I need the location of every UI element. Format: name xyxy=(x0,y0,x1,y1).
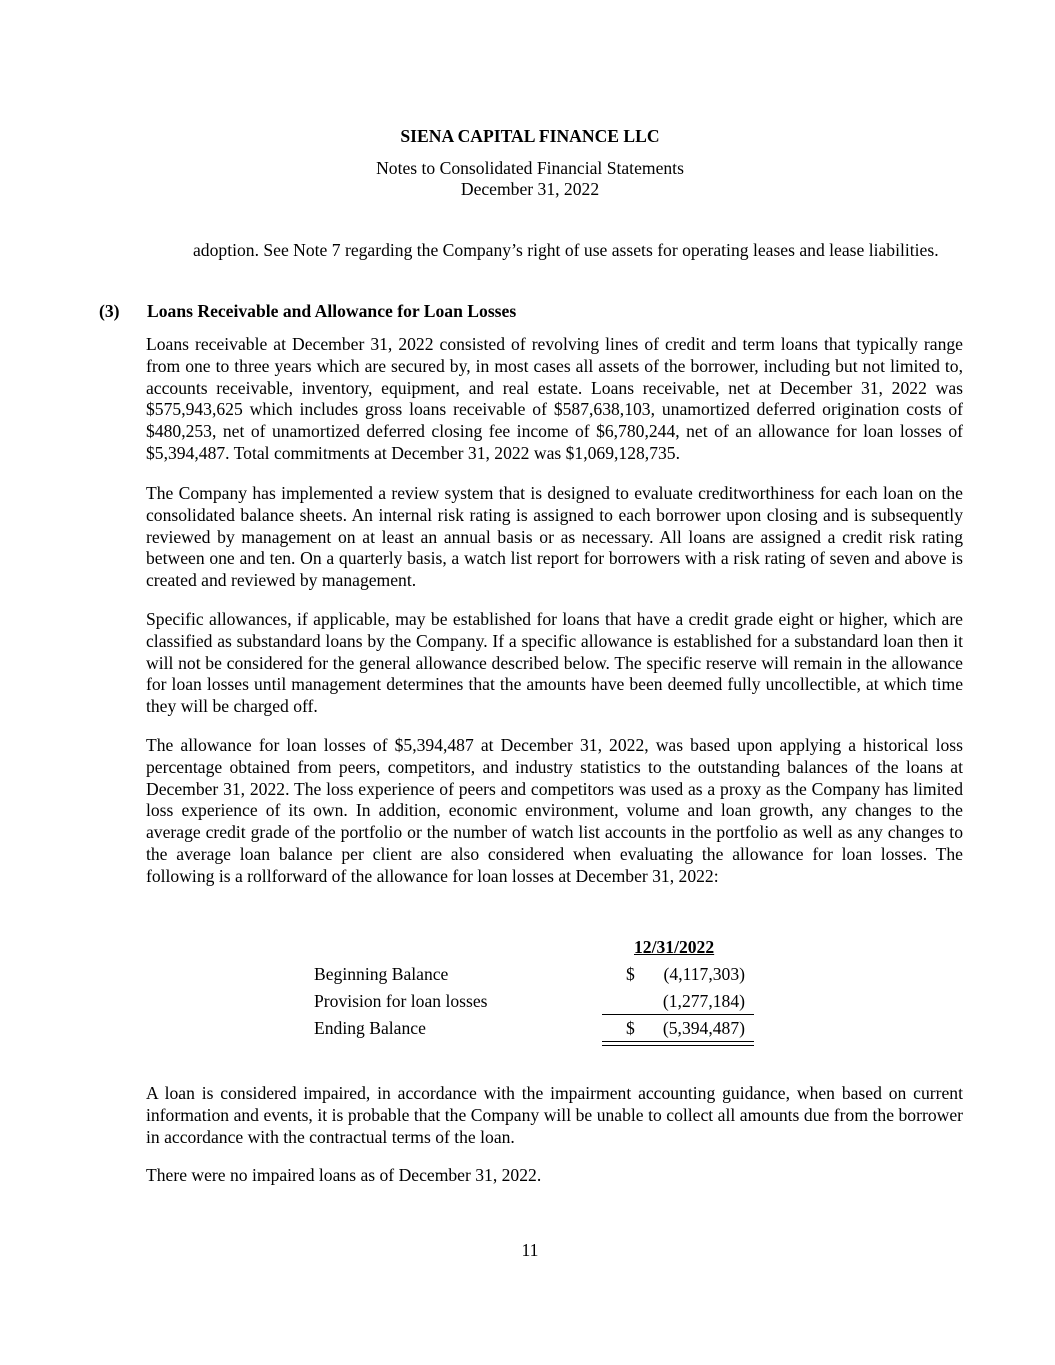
paragraph-impaired-definition: A loan is considered impaired, in accordance with the impairment accounting guidance, when based on current information and events, it is probable that the Company will be unable to collect all amounts due from the borrower in accordance with the contractual terms of the loan. xyxy=(146,1083,963,1147)
company-name: SIENA CAPITAL FINANCE LLC xyxy=(400,126,660,146)
row-value: (5,394,487) xyxy=(662,1018,745,1038)
table-row xyxy=(314,964,759,991)
table-row xyxy=(314,991,759,1018)
paragraph-allowance-basis: The allowance for loan losses of $5,394,487 at December 31, 2022, was based upon applying a historical loss percentage obtained from peers, competitors, and industry statistics to the outstanding balances of the loans at December 31, 2022. The loss experience of peers and competitors was used as a proxy as the Company has limited loss experience of its own. In addition, economic environment, volume and loan growth, any changes to the average credit grade of the portfolio or the number of watch list accounts in the portfolio as well as any changes to the average loan balance per client are also considered when evaluating the allowance for loan losses. The following is a rollforward of the allowance for loan losses at December 31, 2022: xyxy=(146,735,963,886)
rollforward-table xyxy=(314,937,759,1045)
document-title: Notes to Consolidated Financial Statements xyxy=(376,158,684,178)
continuation-paragraph: adoption. See Note 7 regarding the Company’s right of use assets for operating leases and lease liabilities. xyxy=(193,240,939,260)
currency-symbol: $ xyxy=(626,1018,635,1038)
section-number: (3) xyxy=(99,301,120,321)
paragraph-loans-receivable: Loans receivable at December 31, 2022 consisted of revolving lines of credit and term loans that typically range from one to three years which are secured by, in most cases all assets of the borrower, including but not limited to, accounts receivable, inventory, equipment, and real estate. Loans receivable, net at December 31, 2022 was $575,943,625 which includes gross loans receivable of $587,638,103, unamortized deferred origination costs of $480,253, net of unamortized deferred closing fee income of $6,780,244, net of an allowance for loan losses of $5,394,487. Total commitments at December 31, 2022 was $1,069,128,735. xyxy=(146,334,963,463)
table-row xyxy=(314,1018,759,1045)
section-title: Loans Receivable and Allowance for Loan Losses xyxy=(147,301,517,321)
row-label: Ending Balance xyxy=(314,1018,426,1038)
paragraph-review-system: The Company has implemented a review system that is designed to evaluate creditworthiness for each loan on the consolidated balance sheets. An internal risk rating is assigned to each borrower upon closing and is subsequently reviewed by management on at least an annual basis or as necessary. All loans are assigned a credit risk rating between one and ten. On a quarterly basis, a watch list report for borrowers with a risk rating of seven and above is created and reviewed by management. xyxy=(146,483,963,591)
page-header xyxy=(0,126,1055,201)
row-value: (1,277,184) xyxy=(662,991,745,1011)
currency-symbol: $ xyxy=(626,964,635,984)
row-label: Beginning Balance xyxy=(314,964,449,984)
paragraph-no-impaired-loans: There were no impaired loans as of December 31, 2022. xyxy=(146,1165,542,1185)
column-header-date: 12/31/2022 xyxy=(634,937,715,957)
section-heading xyxy=(99,301,516,322)
page-number: 11 xyxy=(521,1240,539,1260)
subtotal-rule xyxy=(602,1014,754,1015)
paragraph-specific-allowances: Specific allowances, if applicable, may be established for loans that have a credit grade eight or higher, which are classified as substandard loans by the Company. If a specific allowance is established for a substandard loan then it will not be considered for the general allowance described below. The specific reserve will remain in the allowance for loan losses until management determines that the amounts have been deemed fully uncollectible, at which time they will be charged off. xyxy=(146,609,963,717)
total-double-rule xyxy=(602,1041,754,1046)
rollforward-header-row xyxy=(314,937,759,964)
document-date: December 31, 2022 xyxy=(460,179,600,199)
row-label: Provision for loan losses xyxy=(314,991,488,1011)
row-value: (4,117,303) xyxy=(663,964,745,984)
